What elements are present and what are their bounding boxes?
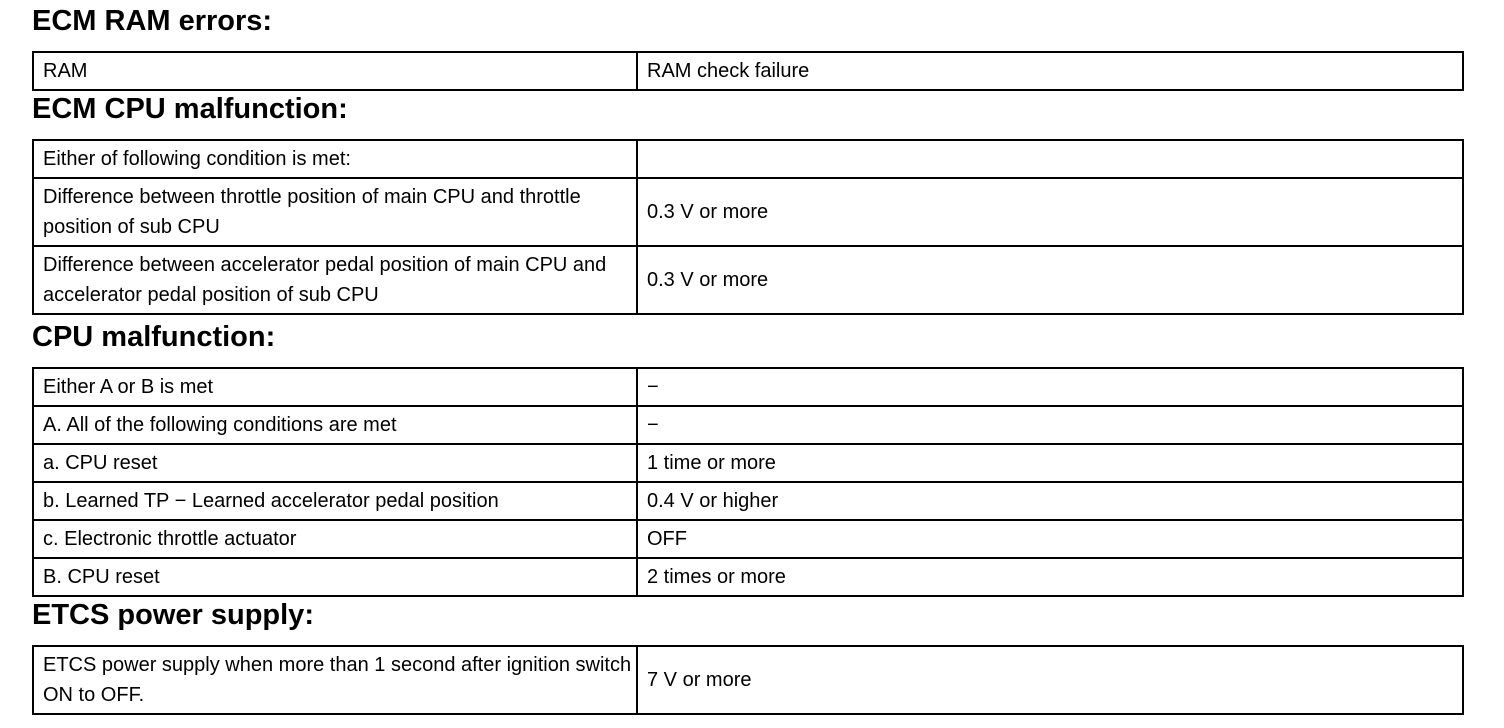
value-cell: 1 time or more xyxy=(637,444,1463,482)
table-row xyxy=(33,246,1463,314)
section-ecm-cpu-malfunction xyxy=(32,92,1462,306)
value-cell: 0.3 V or more xyxy=(637,246,1463,314)
condition-cell: a. CPU reset xyxy=(33,444,637,482)
value-cell: − xyxy=(637,406,1463,444)
table-row xyxy=(33,52,1463,90)
table-row xyxy=(33,140,1463,178)
value-cell xyxy=(637,140,1463,178)
condition-cell: Difference between throttle position of main CPU and throttle position of sub CPU xyxy=(33,178,637,246)
condition-cell: Either of following condition is met: xyxy=(33,140,637,178)
condition-cell: b. Learned TP − Learned accelerator pedal position xyxy=(33,482,637,520)
spec-table xyxy=(32,645,1464,715)
value-cell: − xyxy=(637,368,1463,406)
spec-table xyxy=(32,139,1464,315)
table-row xyxy=(33,368,1463,406)
section-cpu-malfunction xyxy=(32,320,1462,588)
table-row xyxy=(33,178,1463,246)
section-title: ECM CPU malfunction: xyxy=(32,93,348,125)
condition-cell: B. CPU reset xyxy=(33,558,637,596)
section-title: ECM RAM errors: xyxy=(32,5,273,37)
section-etcs-power-supply xyxy=(32,598,1462,706)
table-row xyxy=(33,558,1463,596)
section-ecm-ram-errors xyxy=(32,4,1462,82)
condition-cell: RAM xyxy=(33,52,637,90)
value-cell: RAM check failure xyxy=(637,52,1463,90)
table-row xyxy=(33,406,1463,444)
table-row xyxy=(33,482,1463,520)
value-cell: 2 times or more xyxy=(637,558,1463,596)
table-row xyxy=(33,646,1463,714)
condition-cell: Either A or B is met xyxy=(33,368,637,406)
condition-cell: ETCS power supply when more than 1 second after ignition switch ON to OFF. xyxy=(33,646,637,714)
value-cell: OFF xyxy=(637,520,1463,558)
condition-cell: c. Electronic throttle actuator xyxy=(33,520,637,558)
value-cell: 0.4 V or higher xyxy=(637,482,1463,520)
condition-cell: A. All of the following conditions are met xyxy=(33,406,637,444)
spec-table xyxy=(32,367,1464,597)
table-row xyxy=(33,520,1463,558)
section-title: CPU malfunction: xyxy=(32,321,276,353)
condition-cell: Difference between accelerator pedal position of main CPU and accelerator pedal position of sub CPU xyxy=(33,246,637,314)
section-title: ETCS power supply: xyxy=(32,599,314,631)
spec-table xyxy=(32,51,1464,91)
value-cell: 0.3 V or more xyxy=(637,178,1463,246)
value-cell: 7 V or more xyxy=(637,646,1463,714)
table-row xyxy=(33,444,1463,482)
